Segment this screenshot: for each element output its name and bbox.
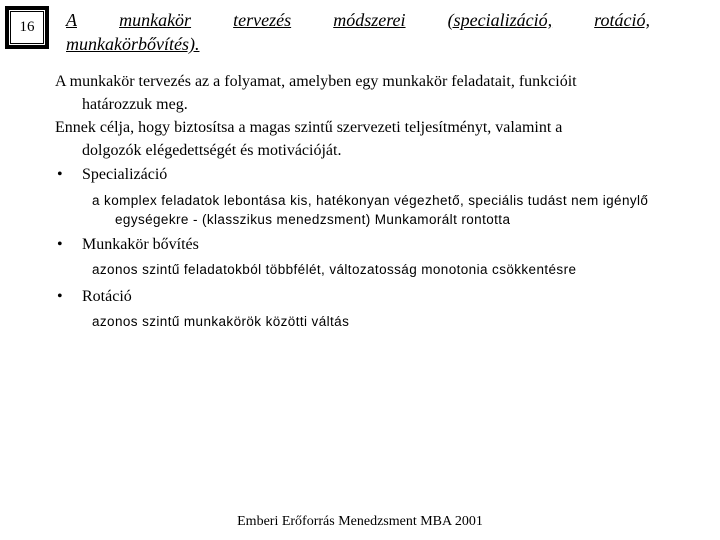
bullet-label: Specializáció bbox=[82, 166, 168, 183]
bullet-detail bbox=[55, 312, 695, 331]
bullet-detail bbox=[55, 260, 695, 279]
title-word: A bbox=[66, 10, 77, 30]
slide-footer: Emberi Erőforrás Menedzsment MBA 2001 bbox=[237, 514, 483, 529]
slide-number-badge bbox=[5, 6, 49, 49]
bullet-label: Munkakör bővítés bbox=[82, 236, 199, 253]
title-word: módszerei bbox=[333, 10, 406, 30]
bullet-icon: • bbox=[57, 236, 63, 253]
bullet-icon: • bbox=[57, 166, 63, 183]
bullet-item-job-enlargement bbox=[55, 233, 695, 256]
slide-number: 16 bbox=[19, 19, 35, 35]
bullet-detail-line: a komplex feladatok lebontása kis, hatékonyan végezhető, speciális tudást nem igénylő bbox=[92, 193, 649, 208]
slide-title-line2: munkakörbővítés). bbox=[66, 34, 200, 54]
bullet-item-specialization bbox=[55, 163, 695, 186]
bullet-label: Rotáció bbox=[82, 288, 132, 305]
bullet-detail-line: azonos szintű munkakörök közötti váltás bbox=[92, 314, 350, 329]
slide-title bbox=[66, 8, 650, 56]
bullet-detail-line: egységekre - (klasszikus menedzsment) Munkamorált rontotta bbox=[115, 212, 511, 227]
slide-body bbox=[55, 70, 695, 331]
paragraph-line: határozzuk meg. bbox=[82, 96, 188, 113]
title-word: rotáció, bbox=[594, 10, 650, 30]
paragraph-line: A munkakör tervezés az a folyamat, amelyben egy munkakör feladatait, funkcióit bbox=[55, 73, 577, 90]
bullet-item-rotation bbox=[55, 285, 695, 308]
bullet-detail bbox=[55, 191, 695, 229]
title-word: (specializáció, bbox=[447, 10, 553, 30]
slide-title-line1 bbox=[66, 8, 650, 32]
bullet-detail-line: azonos szintű feladatokból többfélét, változatosság monotonia csökkentésre bbox=[92, 262, 577, 277]
paragraph-line: Ennek célja, hogy biztosítsa a magas szintű szervezeti teljesítményt, valamint a bbox=[55, 119, 563, 136]
paragraph-line: dolgozók elégedettségét és motivációját. bbox=[82, 142, 342, 159]
title-word: munkakör bbox=[119, 10, 192, 30]
paragraph-definition bbox=[55, 70, 695, 116]
bullet-icon: • bbox=[57, 288, 63, 305]
paragraph-goal bbox=[55, 116, 695, 162]
title-word: tervezés bbox=[233, 10, 292, 30]
